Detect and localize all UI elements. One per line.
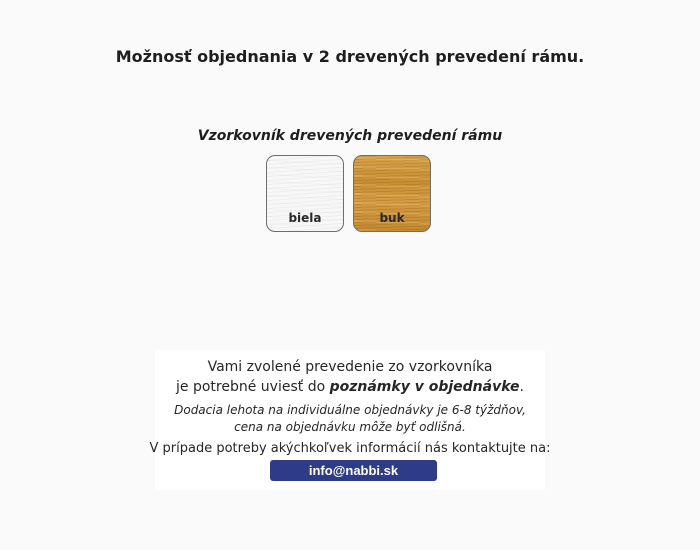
swatch-beech-label: buk: [379, 211, 405, 225]
contact-prompt: V prípade potreby akýchkoľvek informácií nás kontaktujte na:: [149, 441, 551, 456]
info-line-2: [0, 379, 700, 395]
email-contact-button[interactable]: info@nabbi.sk: [270, 460, 437, 481]
swatch-beech: [353, 155, 431, 232]
swatch-section-title: Vzorkovník drevených prevedení rámu: [197, 128, 503, 144]
swatch-white-label: biela: [288, 211, 322, 225]
order-note-emphasis: poznámky v objednávke: [329, 379, 520, 395]
info-line-2-prefix: je potrebné uviesť do: [176, 379, 330, 395]
price-note: cena na objednávku môže byť odlišná.: [234, 420, 466, 434]
info-line-1: Vami zvolené prevedenie zo vzorkovníka: [207, 359, 493, 375]
delivery-time-note: Dodacia lehota na individuálne objednávky je 6-8 týždňov,: [174, 403, 526, 417]
swatch-white: [266, 155, 344, 232]
headline: Možnosť objednania v 2 drevených prevedení rámu.: [115, 47, 585, 66]
info-line-2-suffix: .: [519, 379, 524, 395]
